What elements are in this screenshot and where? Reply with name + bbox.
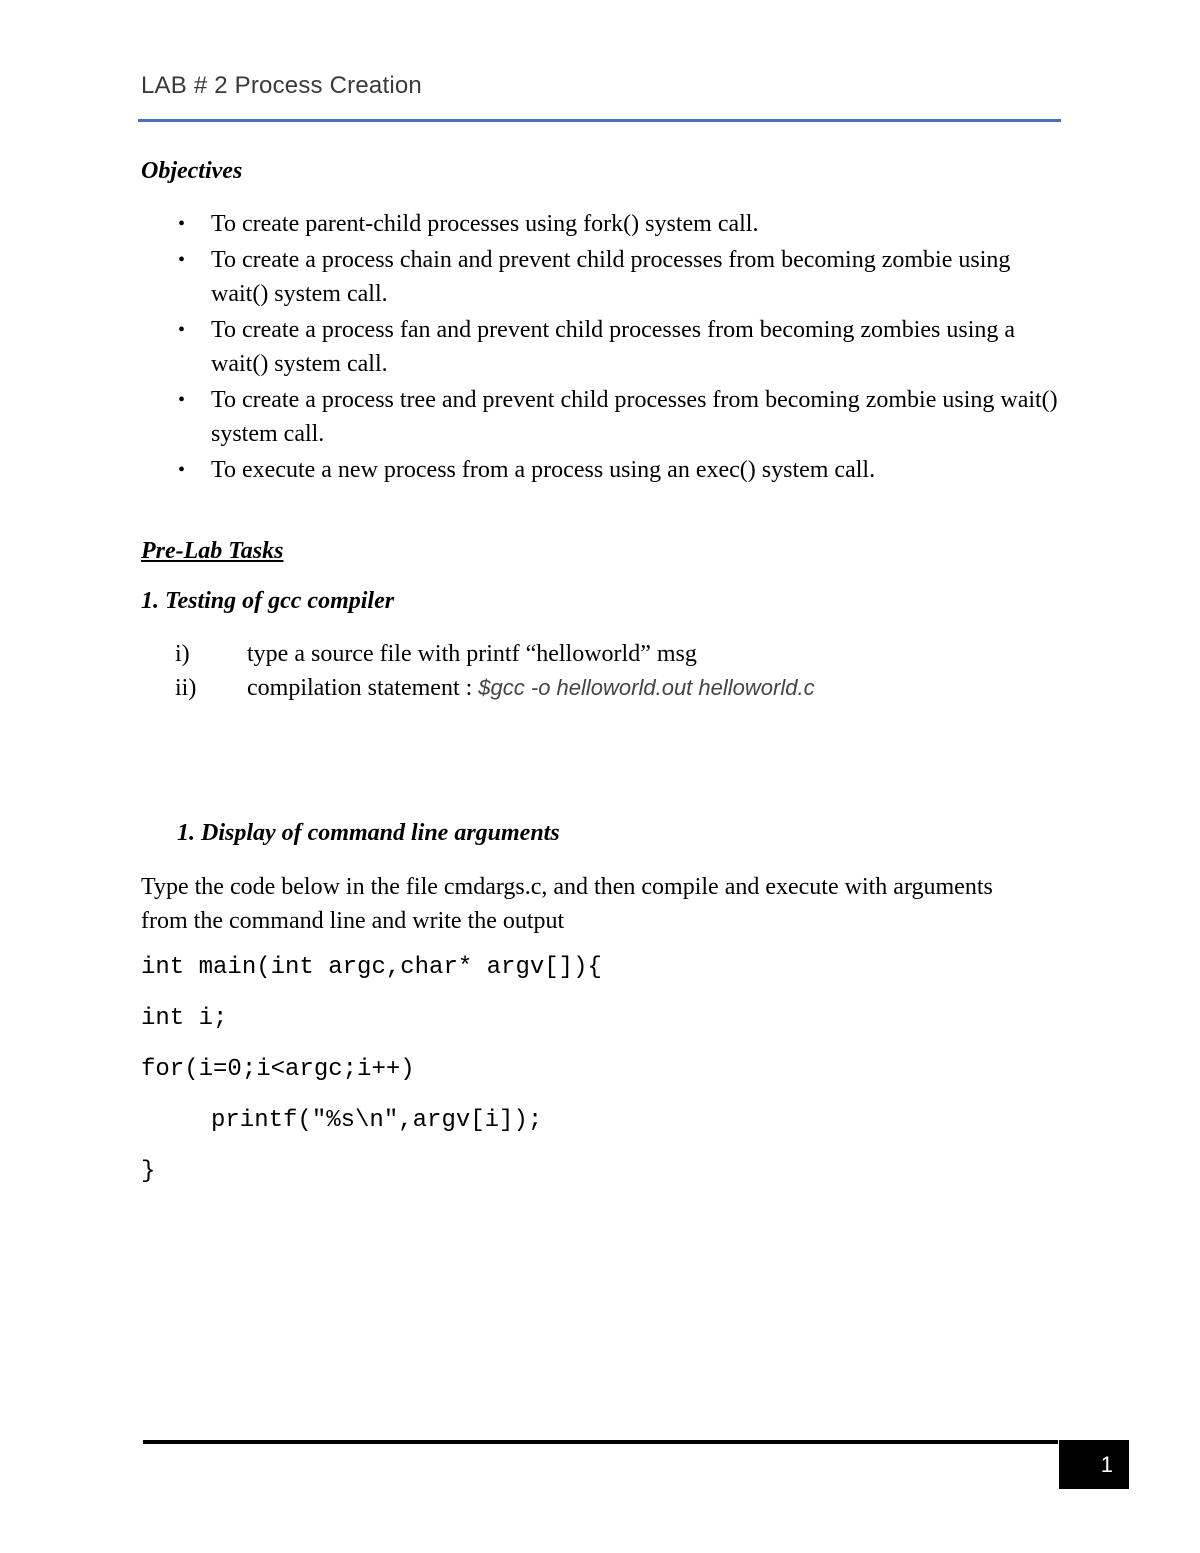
objectives-list xyxy=(141,207,1061,489)
bullet-icon: • xyxy=(178,389,186,411)
list-item-text: To create a process fan and prevent child processes from becoming zombies using a wait() system call. xyxy=(211,317,1016,377)
code-line: for(i=0;i<argc;i++) xyxy=(141,1056,415,1083)
code-line: int i; xyxy=(141,1005,228,1032)
list-item xyxy=(141,383,1061,451)
bullet-icon: • xyxy=(178,213,186,235)
footer-divider xyxy=(143,1440,1058,1444)
step-number: i) xyxy=(175,641,190,667)
list-item-text: To create parent-child processes using fork() system call. xyxy=(211,211,759,237)
page-number: 1 xyxy=(1059,1440,1129,1489)
prelab-heading: Pre-Lab Tasks xyxy=(141,538,284,564)
cmdargs-description: Type the code below in the file cmdargs.c, and then compile and execute with arguments from the command line and write the output xyxy=(141,874,993,934)
code-line: } xyxy=(141,1158,156,1185)
list-item xyxy=(141,207,1061,241)
bullet-icon: • xyxy=(178,459,186,481)
list-item xyxy=(141,453,1061,487)
objectives-heading: Objectives xyxy=(141,158,243,184)
code-line: int main(int argc,char* argv[]){ xyxy=(141,954,602,981)
list-item-text: To create a process chain and prevent child processes from becoming zombie using wait() system call. xyxy=(211,247,1011,307)
bullet-icon: • xyxy=(178,319,186,341)
page-header-title: LAB # 2 Process Creation xyxy=(141,72,422,99)
bullet-icon: • xyxy=(178,249,186,271)
step-number: ii) xyxy=(175,675,197,701)
list-item xyxy=(141,243,1061,311)
list-item xyxy=(175,671,1055,705)
step-text: compilation statement : xyxy=(247,675,479,701)
gcc-test-heading: 1. Testing of gcc compiler xyxy=(141,588,395,614)
list-item-text: To create a process tree and prevent child processes from becoming zombie using wait() system call. xyxy=(211,387,1058,447)
gcc-steps-list xyxy=(175,637,1055,705)
compile-command: $gcc -o helloworld.out helloworld.c xyxy=(478,675,815,700)
list-item xyxy=(175,637,1055,671)
code-line: printf("%s\n",argv[i]); xyxy=(211,1107,543,1134)
step-text: type a source file with printf “helloworld” msg xyxy=(247,641,697,667)
list-item xyxy=(141,313,1061,381)
cmdargs-heading: 1. Display of command line arguments xyxy=(177,820,560,846)
list-item-text: To execute a new process from a process using an exec() system call. xyxy=(211,457,876,483)
header-divider xyxy=(138,119,1061,122)
